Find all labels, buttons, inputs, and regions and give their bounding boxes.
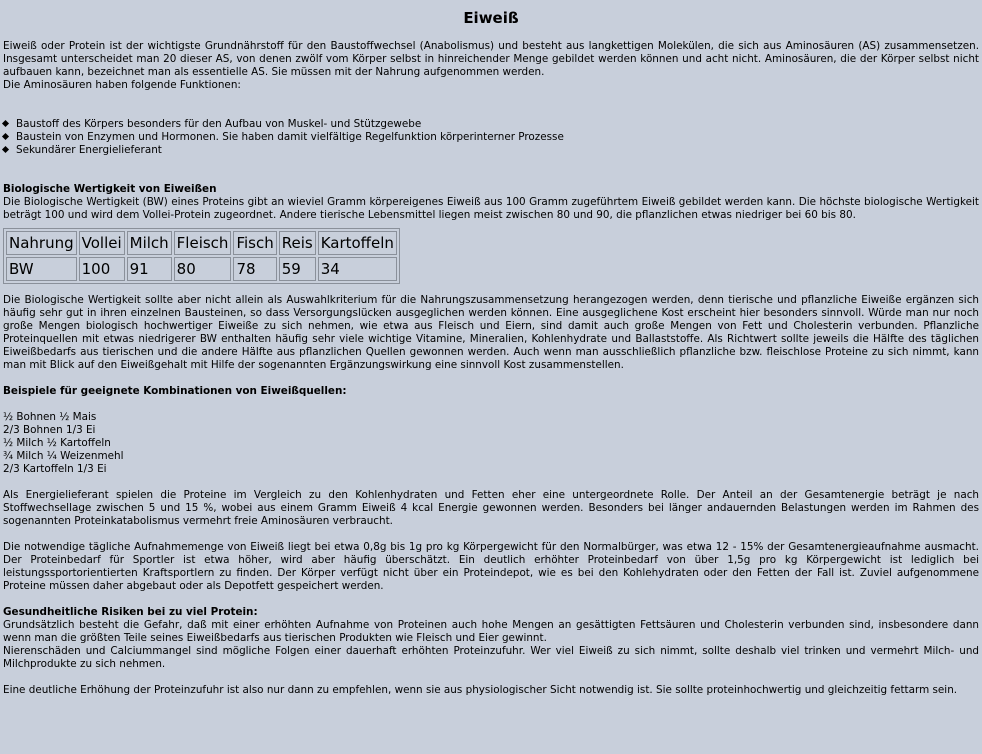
table-cell: 100 <box>79 257 125 281</box>
table-cell: 34 <box>318 257 397 281</box>
conclusion-paragraph: Eine deutliche Erhöhung der Proteinzufuhr ist also nur dann zu empfehlen, wenn sie aus physiologischer Sicht notwendig ist. Sie sollte proteinhochwertig und gleichzeitig fettarm sein. <box>3 684 958 696</box>
risks-paragraph-1: Grundsätzlich besteht die Gefahr, daß mit einer erhöhten Aufnahme von Proteinen auch hohe Mengen an gesättigten Fettsäuren und Cholesterin verbunden sind, insbesondere dann wenn man die größten Teile seines Eiweißbedarfs aus tierischen Produkten wie Fleisch und Eier gewinnt. <box>3 619 979 644</box>
intake-paragraph: Die notwendige tägliche Aufnahmemenge von Eiweiß liegt bei etwa 0,8g bis 1g pro kg Körpergewicht für den Normalbürger, was etwa 12 - 15% der Gesamtenergieaufnahme ausmacht. Der Proteinbedarf für Sportler ist etwa höher, wird aber häufig überschätzt. Ein deutlich erhöhter Proteinbedarf von über 1,5g pro kg Körpergewicht ist lediglich bei leistungssportorientierten Kraftsportlern zu finden. Der Körper verfügt nicht über ein Proteindepot, wie es bei den Kohlehydraten oder den Fetten der Fall ist. Zuviel aufgenommene Proteine müssen daher abgebaut oder als Depotfett gespeichert werden. <box>3 541 979 592</box>
list-item: ¾ Milch ¼ Weizenmehl <box>3 450 124 462</box>
bw-paragraph: Die Biologische Wertigkeit (BW) eines Proteins gibt an wieviel Gramm körpereigenes Eiweiß aus 100 Gramm zugeführtem Eiweiß gebildet werden kann. Die höchste biologische Wertigkeit beträgt 100 und wird dem Vollei-Protein zugeordnet. Andere tierische Lebensmittel liegen meist zwischen 80 und 90, die pflanzlichen etwas niedriger bei 60 bis 80. <box>3 196 979 221</box>
table-cell: Fleisch <box>174 231 232 255</box>
table-row <box>6 257 397 281</box>
table-cell: BW <box>6 257 77 281</box>
risks-heading: Gesundheitliche Risiken bei zu viel Protein: <box>3 606 258 618</box>
table-cell: 80 <box>174 257 232 281</box>
table-cell: Vollei <box>79 231 125 255</box>
list-item: Baustoff des Körpers besonders für den Aufbau von Muskel- und Stützgewebe <box>3 118 979 131</box>
bw-discussion-paragraph: Die Biologische Wertigkeit sollte aber nicht allein als Auswahlkriterium für die Nahrungszusammensetzung herangezogen werden, denn tierische und pflanzliche Eiweiße ergänzen sich häufig sehr gut in ihren einzelnen Bausteinen, so dass Versorgungslücken ausgeglichen werden können. Eine ausgeglichene Kost erscheint hier besonders sinnvoll. Würde man nur noch große Mengen biologisch hochwertiger Eiweiße zu sich nehmen, wie etwa aus Fleisch und Eiern, sind damit auch große Mengen von Fett und Cholesterin verbunden. Pflanzliche Proteinquellen mit etwas niedrigerer BW enthalten häufig sehr viele wichtige Vitamine, Mineralien, Kohlenhydrate und Ballaststoffe. Als Richtwert sollte jeweils die Hälfte des täglichen Eiweißbedarfs aus tierischen und die andere Hälfte aus pflanzlichen Quellen gewonnen werden. Auch wenn man ausschließlich pflanzliche bzw. fleischlose Proteine zu sich nimmt, kann man mit Blick auf den Eiweißgehalt mit Hilfe der sogenannten Ergänzungswirkung eine sinnvoll Kost zusammenstellen. <box>3 294 979 371</box>
table-cell: Nahrung <box>6 231 77 255</box>
list-item: ½ Bohnen ½ Mais <box>3 411 97 423</box>
bw-table <box>3 228 400 284</box>
table-cell: Milch <box>127 231 172 255</box>
functions-intro: Die Aminosäuren haben folgende Funktionen: <box>3 79 241 91</box>
energy-paragraph: Als Energielieferant spielen die Proteine im Vergleich zu den Kohlenhydraten und Fetten eher eine untergeordnete Rolle. Der Anteil an der Gesamtenergie beträgt je nach Stoffwechsellage zwischen 5 und 15 %, wobei aus einem Gramm Eiweiß 4 kcal Energie gewonnen werden. Besonders bei länger andauernden Belastungen werden im Rahmen des sogenannten Proteinkatabolismus vermehrt freie Aminosäuren verbraucht. <box>3 489 979 527</box>
bw-heading: Biologische Wertigkeit von Eiweißen <box>3 183 217 195</box>
table-header-row <box>6 231 397 255</box>
table-cell: 91 <box>127 257 172 281</box>
list-item: Sekundärer Energielieferant <box>3 144 979 157</box>
table-cell: Reis <box>279 231 316 255</box>
table-cell: 78 <box>233 257 276 281</box>
functions-list <box>3 118 979 157</box>
combos-list <box>3 411 979 476</box>
diamond-bullet-icon <box>2 146 9 153</box>
intro-paragraph: Eiweiß oder Protein ist der wichtigste Grundnährstoff für den Baustoffwechsel (Anabolismus) und besteht aus langkettigen Molekülen, die sich aus Aminosäuren (AS) zusammensetzen. Insgesamt unterscheidet man 20 dieser AS, von denen zwölf vom Körper selbst in hinreichender Menge gebildet werden können und acht nicht. Aminosäuren, die der Körper selbst nicht aufbauen kann, bezeichnet man als essentielle AS. Sie müssen mit der Nahrung aufgenommen werden. <box>3 40 979 78</box>
list-item: 2/3 Bohnen 1/3 Ei <box>3 424 96 436</box>
diamond-bullet-icon <box>2 133 9 140</box>
risks-paragraph-2: Nierenschäden und Calciummangel sind mögliche Folgen einer dauerhaft erhöhten Proteinzufuhr. Wer viel Eiweiß zu sich nimmt, sollte deshalb viel trinken und vermehrt Milch- und Milchprodukte zu sich nehmen. <box>3 645 979 670</box>
list-item: Baustein von Enzymen und Hormonen. Sie haben damit vielfältige Regelfunktion körperinterner Prozesse <box>3 131 979 144</box>
table-cell: Kartoffeln <box>318 231 397 255</box>
page-title: Eiweiß <box>463 9 519 27</box>
table-cell: Fisch <box>233 231 276 255</box>
diamond-bullet-icon <box>2 120 9 127</box>
combos-heading: Beispiele für geeignete Kombinationen von Eiweißquellen: <box>3 385 347 397</box>
list-item: 2/3 Kartoffeln 1/3 Ei <box>3 463 107 475</box>
list-item: ½ Milch ½ Kartoffeln <box>3 437 111 449</box>
table-cell: 59 <box>279 257 316 281</box>
